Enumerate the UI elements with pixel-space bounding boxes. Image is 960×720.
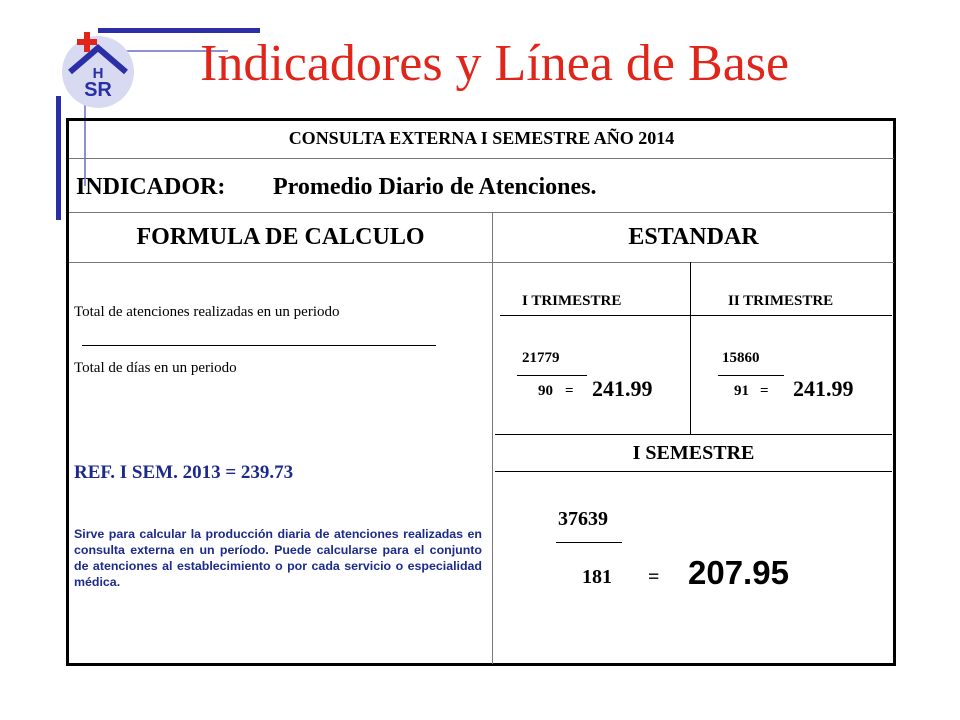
logo-text-sr: SR <box>84 79 112 101</box>
indicator-description: Sirve para calcular la producción diaria de atenciones realizadas en consulta externa en un período. Puede calcularse para el conjunto de atenciones al establecimiento o por cada servicio o especialidad médica. <box>74 527 482 589</box>
hospital-logo <box>56 28 140 112</box>
decor-bar-left <box>56 96 61 220</box>
trimester2-equals: = <box>760 383 769 399</box>
indicator-label: INDICADOR: <box>76 174 226 200</box>
semester-top-line <box>495 434 892 435</box>
logo-text-h: H <box>92 65 104 82</box>
trimester1-result: 241.99 <box>592 376 653 401</box>
column-header-formula: FORMULA DE CALCULO <box>136 224 425 250</box>
semester-label: I SEMESTRE <box>632 442 755 464</box>
semester-numerator: 37639 <box>558 508 608 530</box>
formula-numerator: Total de atenciones realizadas en un periodo <box>74 304 340 320</box>
trimester-divider <box>690 262 691 434</box>
row-divider-indicator <box>69 212 894 213</box>
column-divider <box>492 212 493 664</box>
trimester2-denominator: 91 <box>734 383 749 399</box>
page-title: Indicadores y Línea de Base <box>200 35 790 92</box>
trimester1-label: I TRIMESTRE <box>522 293 622 309</box>
trimester2-label: II TRIMESTRE <box>728 293 834 309</box>
indicator-value: Promedio Diario de Atenciones. <box>273 174 597 200</box>
trimester2-result: 241.99 <box>793 376 854 401</box>
semester-denominator: 181 <box>582 566 612 588</box>
trimester1-equals: = <box>565 383 574 399</box>
formula-fraction-line <box>82 345 436 346</box>
trimester1-denominator: 90 <box>538 383 553 399</box>
row-divider-columns <box>69 262 894 263</box>
column-header-standard: ESTANDAR <box>628 224 759 250</box>
trimester1-numerator: 21779 <box>522 350 560 366</box>
semester-equals: = <box>648 566 660 588</box>
trimester2-numerator: 15860 <box>722 350 760 366</box>
table-header: CONSULTA EXTERNA I SEMESTRE AÑO 2014 <box>288 128 675 148</box>
semester-result: 207.95 <box>688 554 789 591</box>
row-divider-header <box>69 158 894 159</box>
trimester-header-line <box>500 315 892 316</box>
trimester1-fraction-line <box>517 375 587 376</box>
trimester2-fraction-line <box>718 375 784 376</box>
semester-fraction-line <box>556 542 622 543</box>
reference-value: REF. I SEM. 2013 = 239.73 <box>74 462 294 483</box>
formula-denominator: Total de días en un periodo <box>74 360 237 376</box>
semester-bottom-line <box>495 471 892 472</box>
